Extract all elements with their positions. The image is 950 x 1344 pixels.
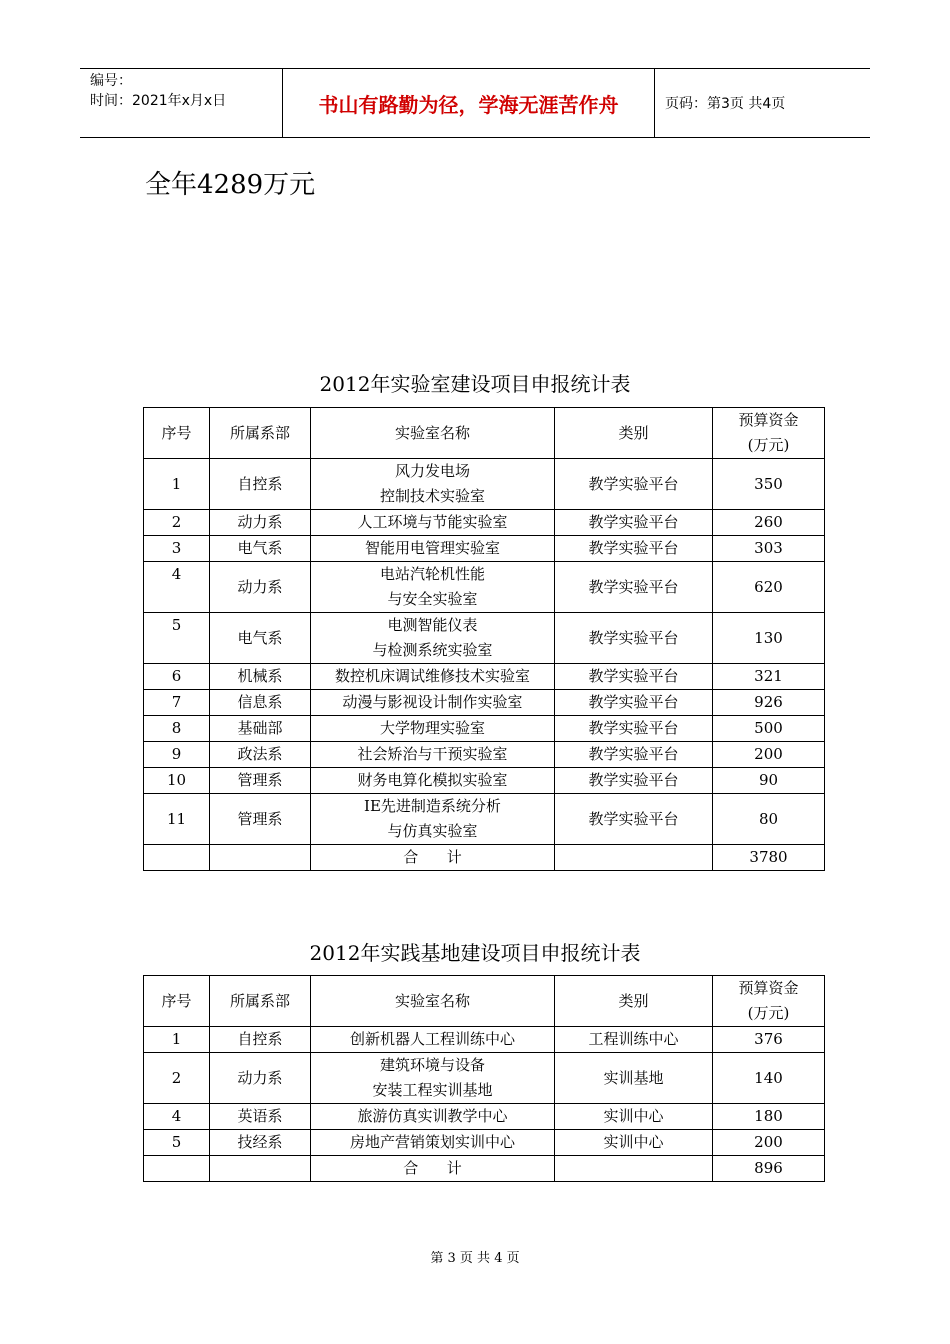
row-type: 教学实验平台 [555,690,713,716]
row-dept: 信息系 [210,690,311,716]
header-budget-line: 预算资金 [738,411,799,429]
time-label: 时间：2021年x月x日 [90,93,227,109]
row-dept: 动力系 [210,510,311,536]
row-number: 5 [144,1130,210,1156]
row-number: 8 [144,716,210,742]
row-type: 教学实验平台 [555,459,713,510]
row-dept: 英语系 [210,1104,311,1130]
row-name [311,1104,555,1130]
row-name [311,690,555,716]
row-name [311,742,555,768]
table-total-row [144,845,825,871]
row-name [311,1053,555,1104]
row-dept: 电气系 [210,536,311,562]
row-budget: 350 [713,459,825,510]
table-row [144,613,825,664]
header-cell-dept: 所属系部 [210,408,311,459]
row-number: 5 [144,613,210,664]
table-header-row [144,976,825,1027]
base-projects-table [143,975,825,1182]
row-dept: 自控系 [210,1027,311,1053]
row-name-line: 与仿真实验室 [387,822,478,840]
row-name-line: 电站汽轮机性能 [379,565,485,583]
row-budget: 376 [713,1027,825,1053]
row-budget: 321 [713,664,825,690]
header-budget-line: (万元) [747,1004,790,1022]
header-budget-line: (万元) [747,436,790,454]
table-row [144,1053,825,1104]
table-header-row [144,408,825,459]
row-budget: 303 [713,536,825,562]
row-name-line: 动漫与影视设计制作实验室 [342,693,523,711]
header-cell-budget [713,408,825,459]
row-type: 教学实验平台 [555,613,713,664]
row-type: 工程训练中心 [555,1027,713,1053]
row-name [311,613,555,664]
intro-text: 全年4289万元 [145,170,316,200]
total-label: 合 计 [311,845,555,871]
row-type: 教学实验平台 [555,562,713,613]
row-dept: 机械系 [210,664,311,690]
total-label: 合 计 [311,1156,555,1182]
row-budget: 500 [713,716,825,742]
row-name [311,794,555,845]
row-dept: 基础部 [210,716,311,742]
row-name-line: 财务电算化模拟实验室 [357,771,508,789]
row-dept: 技经系 [210,1130,311,1156]
row-name [311,536,555,562]
header-page-info: 页码：第3页 共4页 [665,96,786,112]
table-row [144,1130,825,1156]
row-dept: 自控系 [210,459,311,510]
row-budget: 200 [713,742,825,768]
row-type: 教学实验平台 [555,716,713,742]
row-dept: 管理系 [210,768,311,794]
row-type: 实训中心 [555,1130,713,1156]
table-row [144,690,825,716]
table-row [144,716,825,742]
row-name-line: 房地产营销策划实训中心 [349,1133,515,1151]
header-cell-no: 序号 [144,408,210,459]
row-number: 4 [144,1104,210,1130]
row-type: 教学实验平台 [555,510,713,536]
row-number: 4 [144,562,210,613]
row-name-line: 安装工程实训基地 [372,1081,493,1099]
row-budget: 620 [713,562,825,613]
table-row [144,664,825,690]
row-name [311,562,555,613]
total-value: 3780 [713,845,825,871]
header-cell-type: 类别 [555,976,713,1027]
row-budget: 80 [713,794,825,845]
header-cell-no: 序号 [144,976,210,1027]
row-name [311,510,555,536]
row-name-line: 智能用电管理实验室 [364,539,500,557]
table-row [144,1027,825,1053]
row-budget: 180 [713,1104,825,1130]
row-type: 教学实验平台 [555,794,713,845]
row-dept: 动力系 [210,1053,311,1104]
row-number: 9 [144,742,210,768]
total-empty-cell [555,1156,713,1182]
table-row [144,510,825,536]
row-name-line: 建筑环境与设备 [379,1056,485,1074]
row-budget: 90 [713,768,825,794]
row-number: 7 [144,690,210,716]
header-budget-line: 预算资金 [738,979,799,997]
header-cell-name: 实验室名称 [311,408,555,459]
total-empty-cell [210,845,311,871]
row-number: 1 [144,459,210,510]
table-row [144,742,825,768]
row-number: 2 [144,510,210,536]
row-name-line: 旅游仿真实训教学中心 [357,1107,508,1125]
row-name-line: 控制技术实验室 [379,487,485,505]
total-empty-cell [210,1156,311,1182]
row-type: 实训中心 [555,1104,713,1130]
row-number: 10 [144,768,210,794]
row-name [311,1027,555,1053]
table-row [144,768,825,794]
row-name-line: 创新机器人工程训练中心 [349,1030,515,1048]
row-number: 3 [144,536,210,562]
header-cell-dept: 所属系部 [210,976,311,1027]
row-name [311,716,555,742]
table-row [144,459,825,510]
row-dept: 电气系 [210,613,311,664]
header-cell-type: 类别 [555,408,713,459]
row-type: 实训基地 [555,1053,713,1104]
table-total-row [144,1156,825,1182]
row-type: 教学实验平台 [555,742,713,768]
row-name-line: 风力发电场 [394,462,470,480]
row-budget: 260 [713,510,825,536]
row-budget: 140 [713,1053,825,1104]
row-name-line: 与检测系统实验室 [372,641,493,659]
row-number: 1 [144,1027,210,1053]
number-label: 编号： [90,73,132,89]
row-dept: 动力系 [210,562,311,613]
row-type: 教学实验平台 [555,664,713,690]
table-row [144,562,825,613]
total-empty-cell [144,845,210,871]
table-row [144,536,825,562]
row-name-line: 数控机床调试维修技术实验室 [334,667,530,685]
row-number: 6 [144,664,210,690]
row-name-line: 电测智能仪表 [387,616,478,634]
row-dept: 管理系 [210,794,311,845]
total-empty-cell [144,1156,210,1182]
header-motto: 书山有路勤为径，学海无涯苦作舟 [282,69,655,137]
table-row [144,794,825,845]
row-number: 11 [144,794,210,845]
header-meta [80,69,282,137]
row-name [311,1130,555,1156]
header-cell-budget [713,976,825,1027]
row-budget: 200 [713,1130,825,1156]
lab-projects-table [143,407,825,871]
row-name-line: 人工环境与节能实验室 [357,513,508,531]
row-name [311,459,555,510]
row-budget: 926 [713,690,825,716]
row-name-line: IE先进制造系统分析 [364,797,501,815]
row-name-line: 大学物理实验室 [379,719,485,737]
row-type: 教学实验平台 [555,536,713,562]
row-budget: 130 [713,613,825,664]
row-name [311,664,555,690]
row-dept: 政法系 [210,742,311,768]
total-empty-cell [555,845,713,871]
table2-title: 2012年实践基地建设项目申报统计表 [309,941,641,965]
total-value: 896 [713,1156,825,1182]
page-header [80,68,870,138]
row-name [311,768,555,794]
row-name-line: 与安全实验室 [387,590,478,608]
table1-title: 2012年实验室建设项目申报统计表 [319,372,631,396]
header-cell-name: 实验室名称 [311,976,555,1027]
row-number: 2 [144,1053,210,1104]
page-footer: 第 3 页 共 4 页 [430,1251,520,1266]
table-row [144,1104,825,1130]
row-type: 教学实验平台 [555,768,713,794]
row-name-line: 社会矫治与干预实验室 [357,745,508,763]
